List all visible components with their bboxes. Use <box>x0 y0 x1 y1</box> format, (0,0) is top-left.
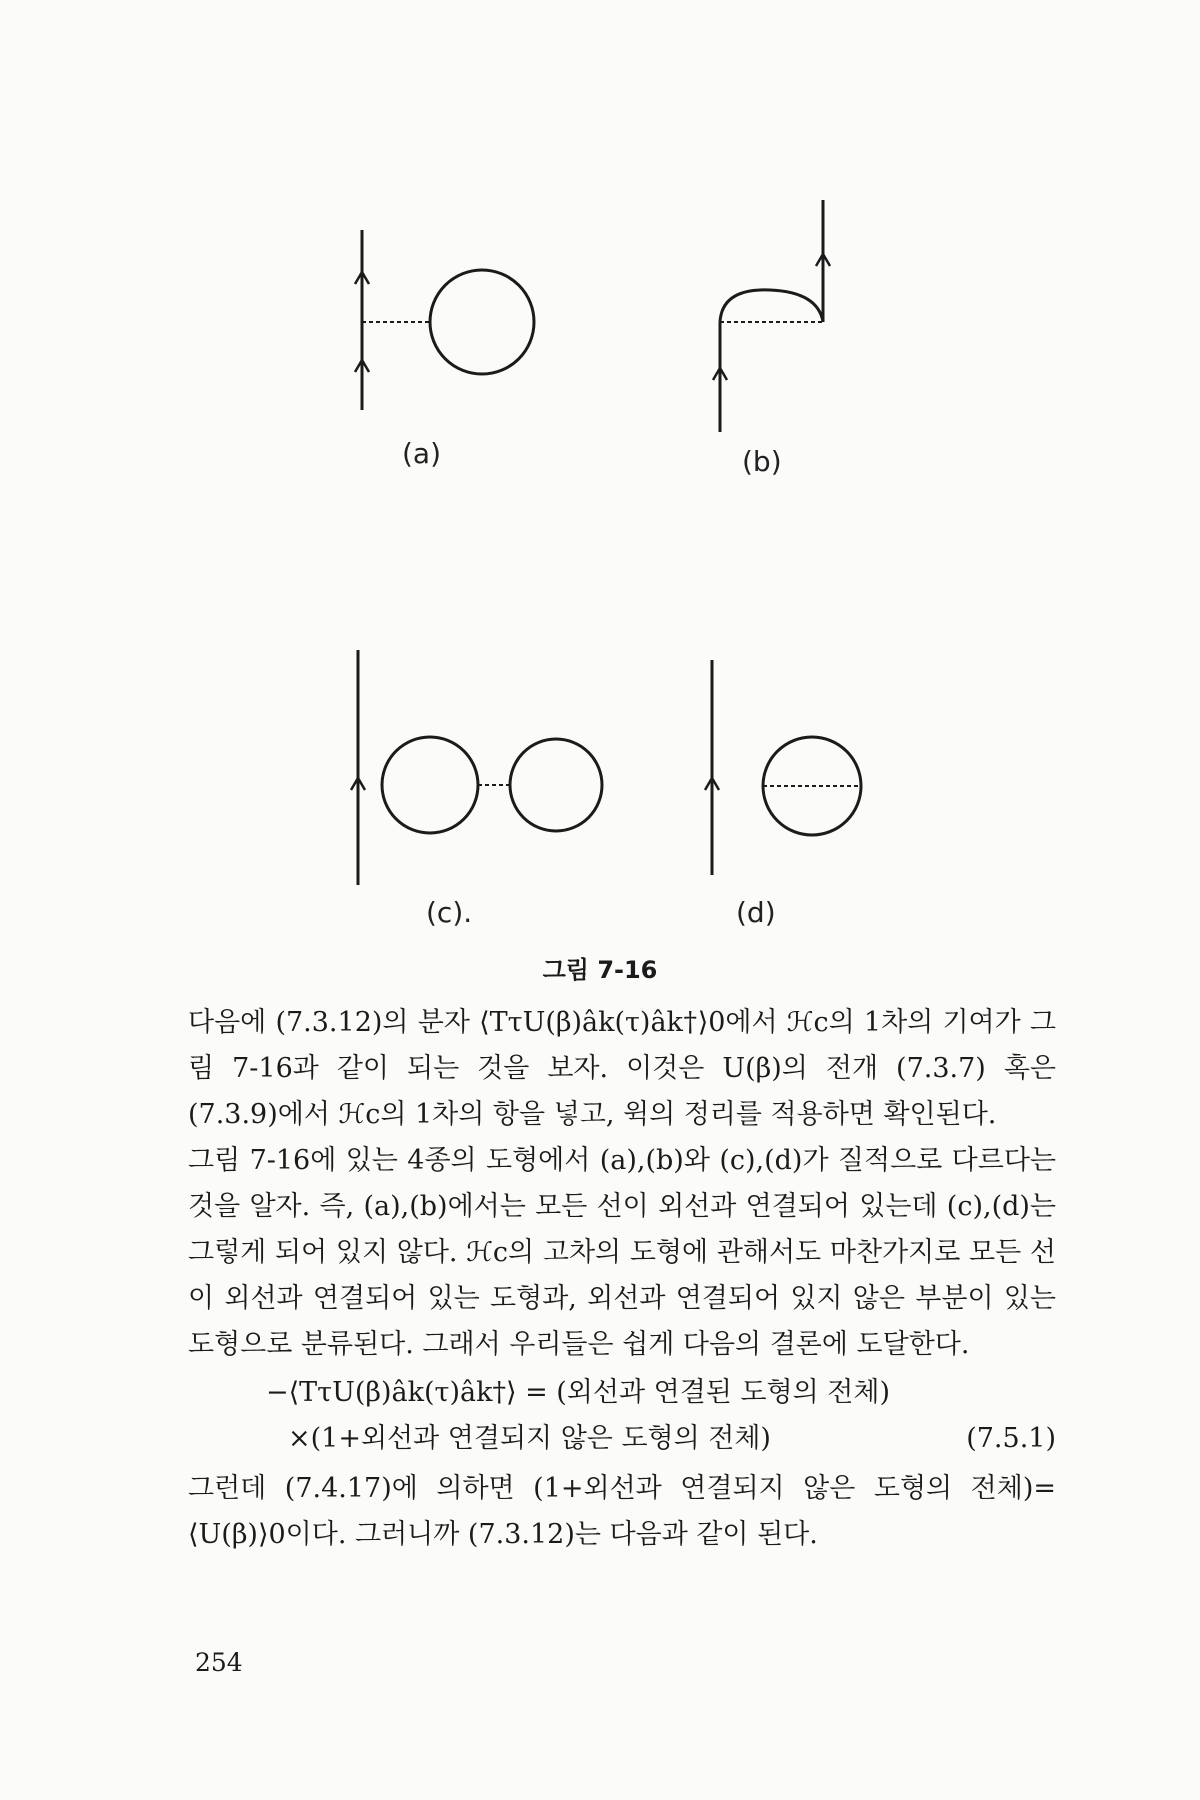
diagram-a <box>355 230 534 410</box>
paragraph-2: 그림 7-16에 있는 4종의 도형에서 (a),(b)와 (c),(d)가 질적으로 다르다는 것을 알자. 즉, (a),(b)에서는 모든 선이 외선과 연결되어 있는데 (c),(d)는 그렇게 되어 있지 않다. ℋc의 고차의 도형에 관해서도 마찬가지로 모든 선이 외선과 연결되어 있는 도형과, 외선과 연결되어 있지 않은 부분이 있는 도형으로 분류된다. 그래서 우리들은 쉽게 다음의 결론에 도달한다. <box>188 1145 1056 1360</box>
diagram-d <box>705 660 861 875</box>
figure-caption: 그림 7-16 <box>542 956 658 984</box>
diagram-c <box>351 650 602 885</box>
label-b: (b) <box>742 445 782 478</box>
diagram-b <box>713 200 830 432</box>
label-a: (a) <box>402 437 442 470</box>
label-d: (d) <box>736 896 776 929</box>
equation-7-5-1 <box>188 1370 1056 1462</box>
equation-line-2: ×(1+외선과 연결되지 않은 도형의 전체) <box>288 1423 771 1454</box>
paragraph-1: 다음에 (7.3.12)의 분자 ⟨TτU(β)âk(τ)âk†⟩0에서 ℋc의 1차의 기여가 그림 7-16과 같이 되는 것을 보자. 이것은 U(β)의 전개 (7.3.7) 혹은 (7.3.9)에서 ℋc의 1차의 항을 넣고, 윅의 정리를 적용하면 확인된다. <box>188 1007 1056 1130</box>
page-number: 254 <box>195 1648 243 1677</box>
paragraph-3: 그런데 (7.4.17)에 의하면 (1+외선과 연결되지 않은 도형의 전체)= ⟨U(β)⟩0이다. 그러니까 (7.3.12)는 다음과 같이 된다. <box>188 1473 1056 1550</box>
label-c: (c). <box>426 896 473 929</box>
equation-line-1: −⟨TτU(β)âk(τ)âk†⟩ = (외선과 연결된 도형의 전체) <box>266 1377 890 1408</box>
body-text <box>188 1000 1056 1558</box>
equation-number: (7.5.1) <box>966 1423 1056 1454</box>
